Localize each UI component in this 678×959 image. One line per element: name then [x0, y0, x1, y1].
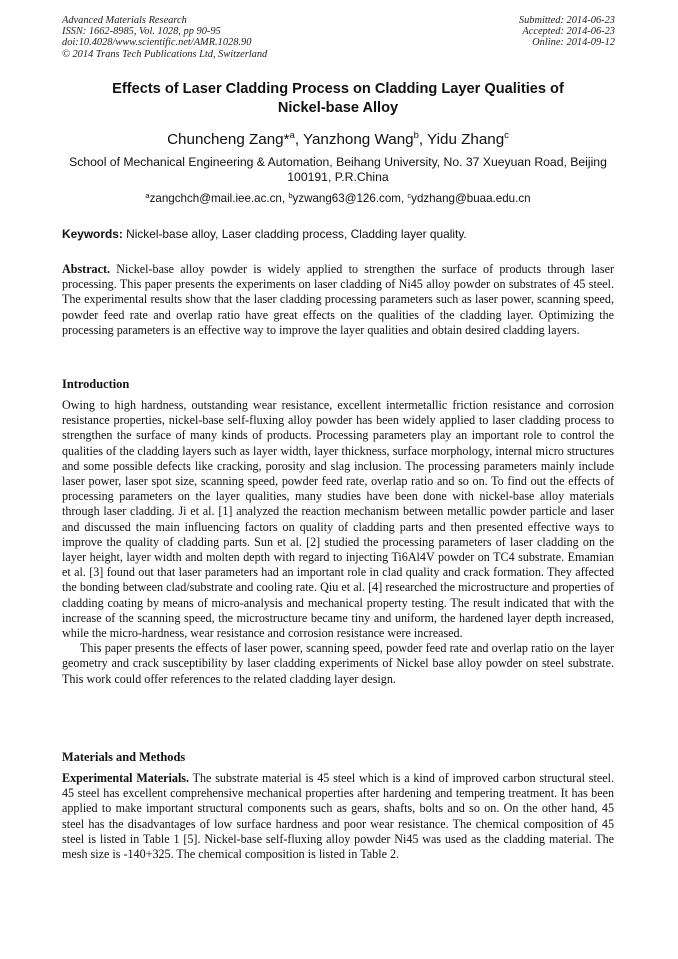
- paper-title-line-1: Effects of Laser Cladding Process on Cladding Layer Qualities of: [112, 81, 564, 97]
- author-1: Chuncheng Zang*: [167, 131, 290, 148]
- introduction-heading: Introduction: [62, 377, 130, 391]
- journal-doi: doi:10.4028/www.scientific.net/AMR.1028.90: [62, 37, 252, 49]
- journal-issn: ISSN: 1662-8985, Vol. 1028, pp 90-95: [62, 26, 221, 38]
- email-b: yzwang63@126.com,: [292, 192, 408, 205]
- email-c-marker: c: [407, 191, 412, 200]
- journal-name: Advanced Materials Research: [62, 15, 187, 26]
- email-a-marker: a: [145, 191, 150, 200]
- author-3-marker: c: [504, 130, 509, 141]
- email-b-marker: b: [288, 191, 293, 200]
- journal-info: [62, 15, 267, 60]
- date-online: Online: 2014-09-12: [532, 37, 615, 49]
- methods-heading: Materials and Methods: [62, 750, 186, 764]
- methods-paragraph: [62, 771, 614, 862]
- author-1-marker: a: [289, 130, 295, 141]
- introduction-paragraph-2: This paper presents the effects of laser power, scanning speed, powder feed rate and overlap ratio on the layer geometry and crack susceptibility by laser cladding experiments of Nickel base alloy powder on steel substrate. This work could offer references to the related cladding layer design.: [62, 641, 614, 686]
- journal-copyright: © 2014 Trans Tech Publications Ltd, Switzerland: [62, 48, 268, 60]
- date-accepted: Accepted: 2014-06-23: [522, 26, 615, 38]
- author-3: , Yidu Zhang: [418, 131, 505, 148]
- email-c: ydzhang@buaa.edu.cn: [411, 192, 531, 205]
- keywords-label: Keywords:: [62, 227, 123, 241]
- abstract-paragraph: [62, 262, 614, 338]
- abstract-label: Abstract.: [62, 262, 111, 276]
- methods-text: The substrate material is 45 steel which is a kind of improved carbon structural steel. 45 steel has excellent comprehensive mechanical properties after hardening and tempering treatment. It has been applied to make important structural components such as gears, shafts, bolts and so on. On the other hand, 45 steel has the disadvantages of low surface hardness and poor wear resistance. The chemical composition of 45 steel is listed in Table 1 [5]. Nickel-base self-fluxing alloy powder Ni45 was used as the cladding material. The mesh size is -140+325. The chemical composition is listed in Table 2.: [62, 771, 614, 862]
- abstract-section: [62, 262, 614, 338]
- email-a: zangchch@mail.iee.ac.cn,: [149, 192, 289, 205]
- keywords-text: Nickel-base alloy, Laser cladding process, Cladding layer quality.: [122, 227, 467, 241]
- abstract-text: Nickel-base alloy powder is widely applied to strengthen the surface of products through laser processing. This paper presents the experiments on laser cladding of Ni45 alloy powder on substrates of 45 steel. The experimental results show that the laser cladding processing parameters such as laser power, scanning speed, powder feed rate and overlap ratio have great effects on the qualities of the cladding layer. Optimizing the processing parameters is an effective way to improve the layer qualities and obtain desired cladding layers.: [62, 262, 614, 337]
- introduction-section: [62, 398, 614, 687]
- author-list: [62, 131, 614, 149]
- author-emails: [62, 191, 614, 206]
- keywords: [62, 227, 614, 242]
- author-2-marker: b: [413, 130, 419, 141]
- submission-dates: [519, 15, 615, 49]
- paper-title-line-2: Nickel-base Alloy: [277, 100, 399, 116]
- methods-section: [62, 771, 614, 862]
- author-2: , Yanzhong Wang: [294, 131, 414, 148]
- introduction-paragraph-1: Owing to high hardness, outstanding wear resistance, excellent intermetallic friction resistance and corrosion resistance properties, nickel-base self-fluxing alloy powder has been widely applied to laser cladding process to strengthen the surface of many kinds of products. Processing parameters play an important role to control the qualities of the cladding layers such as layer width, layer thickness, surface morphology, internal micro structures and some possible defects like cracking, porosity and slag inclusion. The processing parameters mainly include laser power, laser spot size, scanning speed, powder feed rate, overlap ratio and so on. To find out the effects of processing parameters on the layer qualities, many studies have been done with nickel-base alloy materials through laser cladding. Ji et al. [1] analyzed the reaction mechanism between metallic powder particle and laser and discussed the main influencing factors on quality of cladding parts and then presented effective ways to improve the quality of cladding parts. Sun et al. [2] studied the processing parameters of laser cladding on the layer height, layer width and molten depth with regard to injecting Ti6Al4V powder on TC4 substrate. Emamian et al. [3] found out that laser parameters had an important role in clad quality and crack formation. They affected the bonding between clad/substrate and cooling rate. Qiu et al. [4] researched the microstructure and properties of cladding coating by means of micro-analysis and mechanical property testing. The result indicated that with the increase of the scanning speed, the microstructure became tiny and uniform, the hardened layer depth increased, while the micro-hardness, wear resistance and corrosion resistance were increased.: [62, 398, 614, 641]
- date-submitted: Submitted: 2014-06-23: [518, 15, 615, 26]
- paper-title: [62, 80, 614, 118]
- methods-lead: Experimental Materials.: [62, 771, 190, 785]
- affiliation: School of Mechanical Engineering & Automation, Beihang University, No. 37 Xueyuan Road, Beijing 100191, P.R.China: [69, 155, 607, 184]
